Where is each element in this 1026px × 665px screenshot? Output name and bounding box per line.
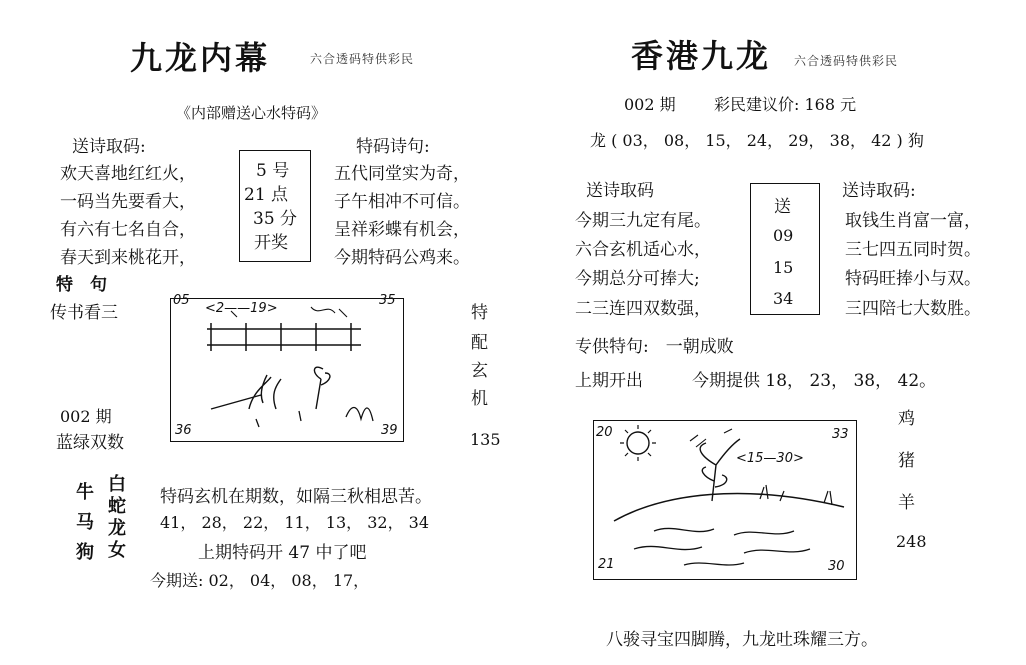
draw-box-text: 21 点 <box>244 185 289 205</box>
left-send-line: 今期送: 02， 04， 08， 17， <box>150 571 370 590</box>
sketch-corner-number: 33 <box>832 427 849 442</box>
sketch-range-note: <15—30> <box>736 451 804 466</box>
left-period: 002 期 <box>60 407 112 426</box>
left-poem-line: 一码当先要看大， <box>60 192 196 212</box>
left-poem-line: 有六有七名自合， <box>60 220 196 240</box>
left-line: 特码玄机在期数，如隔三秋相思苦。 <box>160 487 432 507</box>
sketch-corner-number: 30 <box>828 559 845 574</box>
right-dragon-line: 龙 ( 03， 08， 15， 24， 29， 38， 42 ) 狗 <box>590 131 924 150</box>
send-box-number: 15 <box>773 258 794 277</box>
animal-char: 猪 <box>898 451 915 471</box>
sketch-corner-number: 39 <box>381 423 398 438</box>
right-subtitle: 六合透码特供彩民 <box>794 54 899 68</box>
right-sketch-frame <box>593 420 857 580</box>
right-special-line: 专供特句: 一朝成败 <box>575 337 734 357</box>
right-poem-line: 三七四五同时贺。 <box>845 240 981 260</box>
send-box-number: 34 <box>773 289 794 308</box>
right-poem-line: 今期三九定有尾。 <box>575 211 711 231</box>
animal-number: 248 <box>896 532 927 551</box>
side-number: 135 <box>470 430 501 449</box>
right-price: 彩民建议价: 168 元 <box>714 95 857 114</box>
right-poem-line: 二三连四双数强， <box>575 299 711 319</box>
zodiac-char: 马 <box>76 512 94 533</box>
left-sketch-drawing <box>171 299 403 441</box>
left-line: 上期特码开 47 中了吧 <box>198 543 367 563</box>
left-sketch-frame <box>170 293 404 442</box>
sketch-corner-number: 05 <box>173 293 190 308</box>
right-last-label: 上期开出 <box>575 371 643 391</box>
left-special-text: 传书看三 <box>50 303 118 323</box>
left-tema-label: 特码诗句: <box>356 137 430 157</box>
right-poem-line: 三四陪七大数胜。 <box>845 299 981 319</box>
left-poem-label: 送诗取码: <box>72 137 146 157</box>
right-footer: 八骏寻宝四脚腾，九龙吐珠耀三方。 <box>606 630 878 650</box>
right-poem-line: 今期总分可捧大; <box>575 269 700 289</box>
right-poem-label-right: 送诗取码: <box>842 181 916 201</box>
animal-char: 鸡 <box>898 409 915 429</box>
send-box-number: 09 <box>773 226 794 245</box>
left-poem-line: 春天到来桃花开， <box>60 248 196 268</box>
right-poem-line: 取钱生肖富一富， <box>845 211 981 231</box>
zodiac-char: 狗 <box>76 542 94 563</box>
side-vertical-char: 特 <box>471 303 488 323</box>
left-title: 九龙内幕 <box>130 39 271 77</box>
side-vertical-char: 玄 <box>471 361 488 381</box>
left-tema-line: 今期特码公鸡来。 <box>334 248 470 268</box>
right-poem-line: 六合玄机适心水， <box>575 240 711 260</box>
left-header-note: 《内部赠送心水特码》 <box>176 104 327 122</box>
draw-box-text: 5 号 <box>256 161 290 181</box>
zodiac-char: 龙 <box>108 518 126 539</box>
right-poem-label-left: 送诗取码 <box>586 181 654 201</box>
sketch-range-note: <2——19> <box>205 301 278 316</box>
right-period: 002 期 <box>624 95 676 114</box>
left-tema-line: 呈祥彩蝶有机会， <box>334 220 470 240</box>
draw-box-text: 35 分 <box>253 209 298 229</box>
left-poem-line: 欢天喜地红红火， <box>60 164 196 184</box>
left-period-note: 蓝绿双数 <box>56 433 124 453</box>
send-box-text: 送 <box>774 197 791 217</box>
left-subtitle: 六合透码特供彩民 <box>310 52 415 66</box>
sketch-corner-number: 35 <box>379 293 396 308</box>
zodiac-char: 蛇 <box>108 496 126 517</box>
zodiac-char: 牛 <box>76 482 94 503</box>
sketch-corner-number: 36 <box>175 423 192 438</box>
right-last-text: 今期提供 18， 23， 38， 42。 <box>692 371 937 391</box>
left-special-label: 特 句 <box>56 275 107 295</box>
left-number-line: 41， 28， 22， 11， 13， 32， 34 <box>160 513 430 532</box>
left-tema-line: 五代同堂实为奇， <box>334 164 470 184</box>
zodiac-char: 白 <box>108 474 126 495</box>
side-vertical-char: 配 <box>471 333 488 353</box>
left-tema-line: 子午相冲不可信。 <box>334 192 470 212</box>
sketch-corner-number: 21 <box>598 557 615 572</box>
side-vertical-char: 机 <box>471 389 488 409</box>
zodiac-char: 女 <box>108 540 126 561</box>
sketch-corner-number: 20 <box>596 425 613 440</box>
draw-box-text: 开奖 <box>254 233 288 253</box>
animal-char: 羊 <box>898 493 915 513</box>
right-sketch-drawing <box>594 421 856 579</box>
right-poem-line: 特码旺捧小与双。 <box>845 269 981 289</box>
right-title: 香港九龙 <box>631 37 772 75</box>
